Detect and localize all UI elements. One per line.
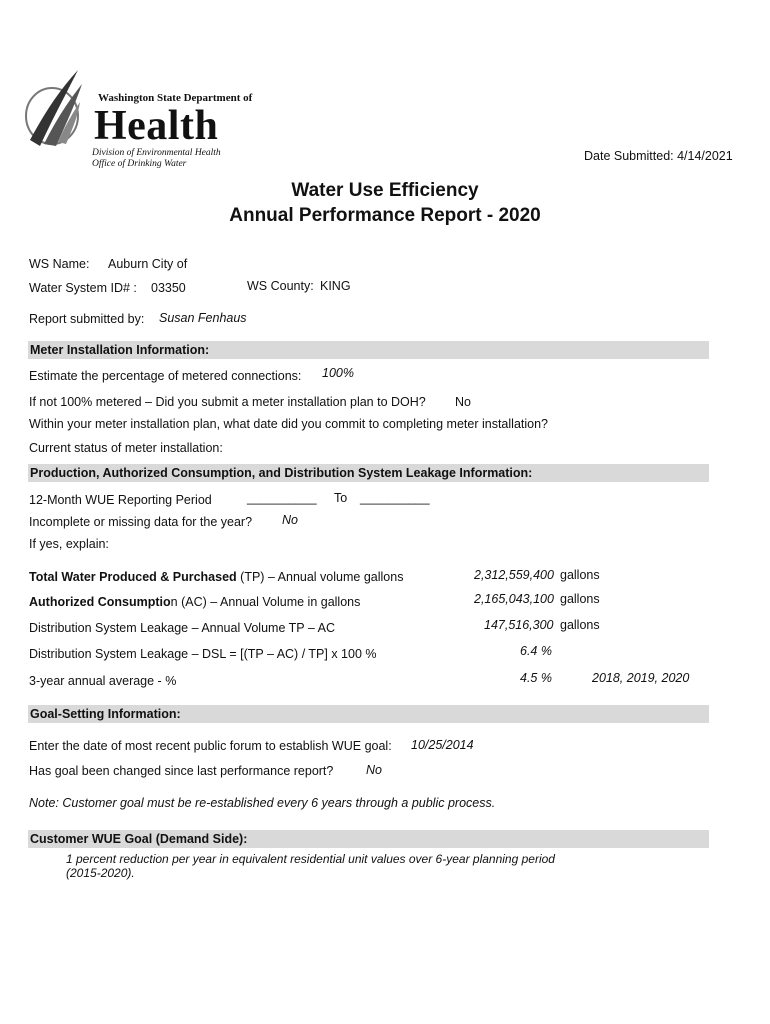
tp-label-rest: (TP) – Annual volume gallons	[236, 570, 404, 584]
leakage-volume-label: Distribution System Leakage – Annual Volume TP – AC	[29, 621, 335, 635]
ws-county-value: KING	[320, 279, 351, 293]
reporting-period-label: 12-Month WUE Reporting Period	[29, 493, 212, 507]
metered-pct-value: 100%	[322, 366, 354, 380]
incomplete-data-value: No	[282, 513, 298, 527]
customer-goal-line2: (2015-2020).	[66, 866, 135, 880]
public-forum-label: Enter the date of most recent public forum to establish WUE goal:	[29, 739, 392, 753]
water-system-id-label: Water System ID# :	[29, 281, 137, 295]
logo-dept-text: Washington State Department of	[98, 92, 253, 104]
meter-installation-heading: Meter Installation Information:	[28, 341, 709, 359]
three-year-avg-label: 3-year annual average - %	[29, 674, 177, 688]
meter-plan-value: No	[455, 395, 471, 409]
submitted-by-label: Report submitted by:	[29, 312, 145, 326]
three-year-avg-value: 4.5 %	[520, 671, 552, 685]
three-year-avg-years: 2018, 2019, 2020	[592, 671, 690, 685]
tp-label-bold: Total Water Produced & Purchased	[29, 570, 237, 584]
goal-changed-value: No	[366, 763, 382, 777]
ws-name-value: Auburn City of	[108, 257, 188, 271]
logo-office-text: Office of Drinking Water	[92, 159, 187, 169]
tp-value: 2,312,559,400	[474, 568, 554, 582]
leakage-volume-value: 147,516,300	[484, 618, 554, 632]
goal-changed-label: Has goal been changed since last performance report?	[29, 764, 334, 778]
goal-note: Note: Customer goal must be re-established every 6 years through a public process.	[29, 796, 496, 810]
meter-status-label: Current status of meter installation:	[29, 441, 223, 455]
leakage-volume-unit: gallons	[560, 618, 600, 632]
metered-pct-label: Estimate the percentage of metered connections:	[29, 369, 302, 383]
customer-goal-heading: Customer WUE Goal (Demand Side):	[28, 830, 709, 848]
ac-unit: gallons	[560, 592, 600, 606]
reporting-period-to-label: To	[334, 491, 348, 505]
reporting-period-from: __________	[247, 491, 317, 505]
reporting-period-to: __________	[360, 491, 430, 505]
dsl-value: 6.4 %	[520, 644, 552, 658]
logo-health-text: Health	[94, 103, 219, 149]
report-title-line1: Water Use Efficiency	[291, 180, 479, 201]
goal-setting-heading: Goal-Setting Information:	[28, 705, 709, 723]
ac-label-rest: n (AC) – Annual Volume in gallons	[170, 595, 361, 609]
water-system-id-value: 03350	[151, 281, 186, 295]
meter-plan-label: If not 100% metered – Did you submit a meter installation plan to DOH?	[29, 395, 426, 409]
meter-commit-date-label: Within your meter installation plan, what date did you commit to completing meter installation?	[29, 417, 549, 431]
logo-division-text: Division of Environmental Health	[92, 148, 221, 158]
dsl-label: Distribution System Leakage – DSL = [(TP – AC) / TP] x 100 %	[29, 647, 377, 661]
tp-unit: gallons	[560, 568, 600, 582]
date-submitted: Date Submitted: 4/14/2021	[584, 149, 733, 163]
wa-logo-swoosh-icon	[22, 68, 102, 152]
public-forum-value: 10/25/2014	[411, 738, 474, 752]
ac-label-bold: Authorized Consumptio	[29, 595, 171, 609]
customer-goal-line1: 1 percent reduction per year in equivalent residential unit values over 6-year planning period	[66, 852, 555, 866]
tp-label	[29, 570, 403, 584]
incomplete-data-label: Incomplete or missing data for the year?	[29, 515, 253, 529]
submitted-by-value: Susan Fenhaus	[159, 311, 247, 325]
ac-label	[29, 595, 360, 609]
explain-label: If yes, explain:	[29, 537, 109, 551]
ac-value: 2,165,043,100	[474, 592, 554, 606]
report-title-line2: Annual Performance Report - 2020	[229, 205, 541, 226]
ws-name-label: WS Name:	[29, 257, 90, 271]
production-heading: Production, Authorized Consumption, and Distribution System Leakage Information:	[28, 464, 709, 482]
doh-logo	[22, 68, 252, 172]
ws-county-label: WS County:	[247, 279, 314, 293]
